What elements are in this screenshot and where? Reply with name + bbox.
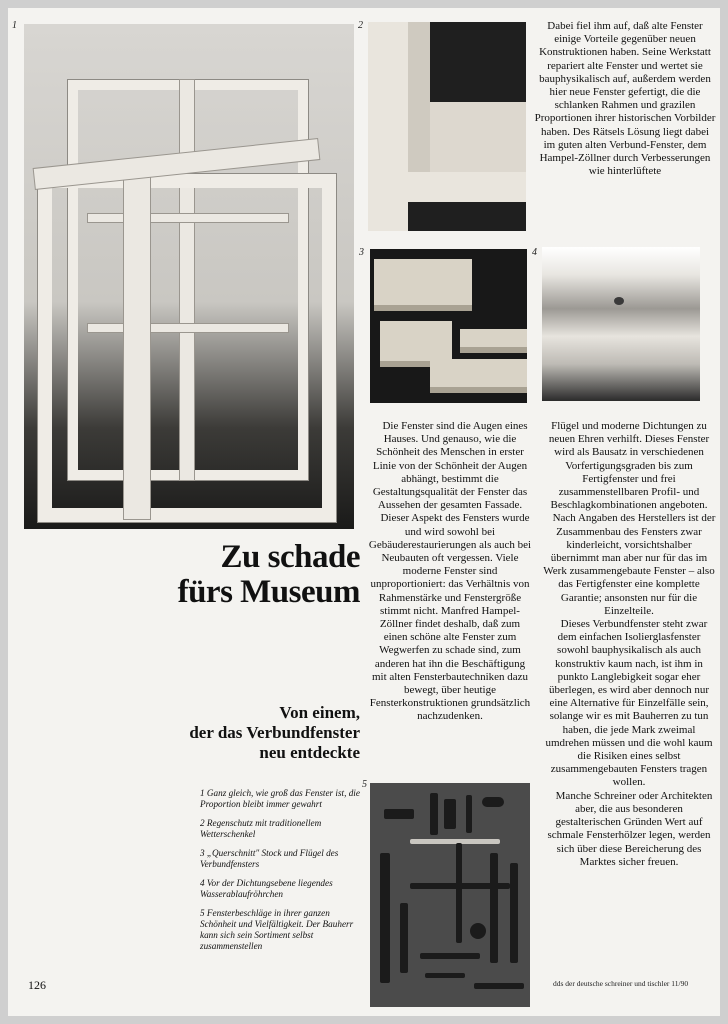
figure-captions — [200, 788, 362, 960]
figure-number-2: 2 — [358, 20, 363, 31]
photo-cross-section — [370, 249, 527, 403]
intro-paragraph-column — [534, 20, 716, 178]
subhead-line: der das Verbundfenster — [189, 723, 360, 742]
caption-2: 2 Regenschutz mit traditionellem Wetterschenkel — [200, 818, 322, 839]
intro-paragraph: Dabei fiel ihm auf, daß alte Fenster einige Vorteile gegenüber neuen Konstruktionen haben. Seine Werkstatt repariert alte Fenster und wertet sie bauphysikalisch auf, außerdem werden hier neue Fenster gefertigt, die die schlanken Rahmen und grazilen Proportionen ihrer historischen Vorbilder haben. Des Rätsels Lösung liegt dabei im guten alten Verbund-Fenster, dem Hampel-Zöllner durch Verbesserungen wie hinterlüftete — [534, 20, 716, 178]
caption-1: 1 Ganz gleich, wie groß das Fenster ist, die Proportion bleibt immer gewahrt — [200, 788, 360, 809]
article-column-middle — [368, 420, 532, 724]
subhead-line: neu entdeckte — [259, 743, 360, 762]
body-paragraph: Nach Angaben des Herstellers ist der Zusammenbau des Fensters zwar kinderleicht, vorsichtshalber übernimmt man aber nur für das im Werk zusammengebaute Fenster – also das Fertigfenster eine komplette Garantie; ansonsten nur für die Einzelteile. — [543, 512, 716, 617]
figure-number-1: 1 — [12, 20, 17, 31]
photo-weather-sill — [368, 22, 526, 231]
figure-number-4: 4 — [532, 247, 537, 258]
drain-tube-detail — [614, 297, 624, 305]
article-column-right — [542, 420, 716, 869]
figure-number-3: 3 — [359, 247, 364, 258]
photo-drain-tube — [542, 247, 700, 401]
headline-line: fürs Museum — [177, 574, 360, 610]
subhead-line: Von einem, — [279, 703, 360, 722]
magazine-footer: dds der deutsche schreiner und tischler 11/90 — [553, 979, 689, 988]
page-number: 126 — [28, 978, 46, 992]
body-paragraph: Flügel und moderne Dichtungen zu neuen Ehren verhilft. Dieses Fenster wird als Bausatz in verschiedenen Vorfertigungsgraden bis zum Fertigfenster und frei zusammenstellbaren Profil- und Beschlagkombinationen angeboten. — [548, 420, 710, 512]
body-paragraph: Dieses Verbundfenster steht zwar dem einfachen Isolierglasfenster sowohl bauphysikalisch als auch konstruktiv kaum nach, ist ihm in punkto Langlebigkeit sogar eher überlegen, es wird aber dennoch nur eine Alternative für Einzelfälle sein, solange wir es mit Bauherren zu tun haben, die jede Mark zweimal umdrehen müssen und die wohl kaum die Risiken eines selbst zusammengebauten Fensters tragen wollen. — [545, 618, 713, 789]
body-paragraph: Die Fenster sind die Augen eines Hauses. Und genauso, wie die Schönheit des Menschen in erster Linie von der Schönheit der Augen abhängt, bestimmt die Gestaltungsqualität der Fenster das Aussehen der gesamten Fassade. — [372, 420, 528, 512]
article-subheadline — [148, 703, 360, 763]
photo-window-hardware — [370, 783, 530, 1007]
body-paragraph: Dieser Aspekt des Fensters wurde und wird sowohl bei Gebäuderestaurierungen als auch bei Neubauten oft vergessen. Viele moderne Fenster sind unproportioniert: das Verhältnis von Rahmenstärke und Fenstergröße stimmt nicht. Manfred Hampel-Zöllner findet deshalb, daß zum einen schöne alte Fenster zum Wegwerfen zu schade sind, zum anderen hat ihn die Beschäftigung mit alten Fensterbautechniken dazu bewegt, über heutige Fensterkonstruktionen grundsätzlich nachzudenken. — [368, 512, 532, 723]
magazine-page — [8, 8, 720, 1016]
photo-window-frames — [24, 24, 354, 529]
caption-3: 3 „Querschnitt" Stock und Flügel des Verbundfensters — [200, 848, 339, 869]
body-paragraph: Manche Schreiner oder Architekten aber, die aus besonderen gestalterischen Gründen Wert auf schmale Fensterhölzer legen, werden sich über diese Bereicherung des Marktes sicher freuen. — [547, 789, 713, 868]
figure-number-5: 5 — [362, 779, 367, 790]
caption-5: 5 Fensterbeschläge in ihrer ganzen Schönheit und Vielfältigkeit. Der Bauherr kann sich sein Sortiment selbst zusammenstellen — [200, 908, 354, 951]
caption-4: 4 Vor der Dichtungsebene liegendes Wasserablaufröhrchen — [200, 878, 333, 899]
headline-line: Zu schade — [220, 539, 360, 575]
article-headline — [138, 540, 360, 610]
